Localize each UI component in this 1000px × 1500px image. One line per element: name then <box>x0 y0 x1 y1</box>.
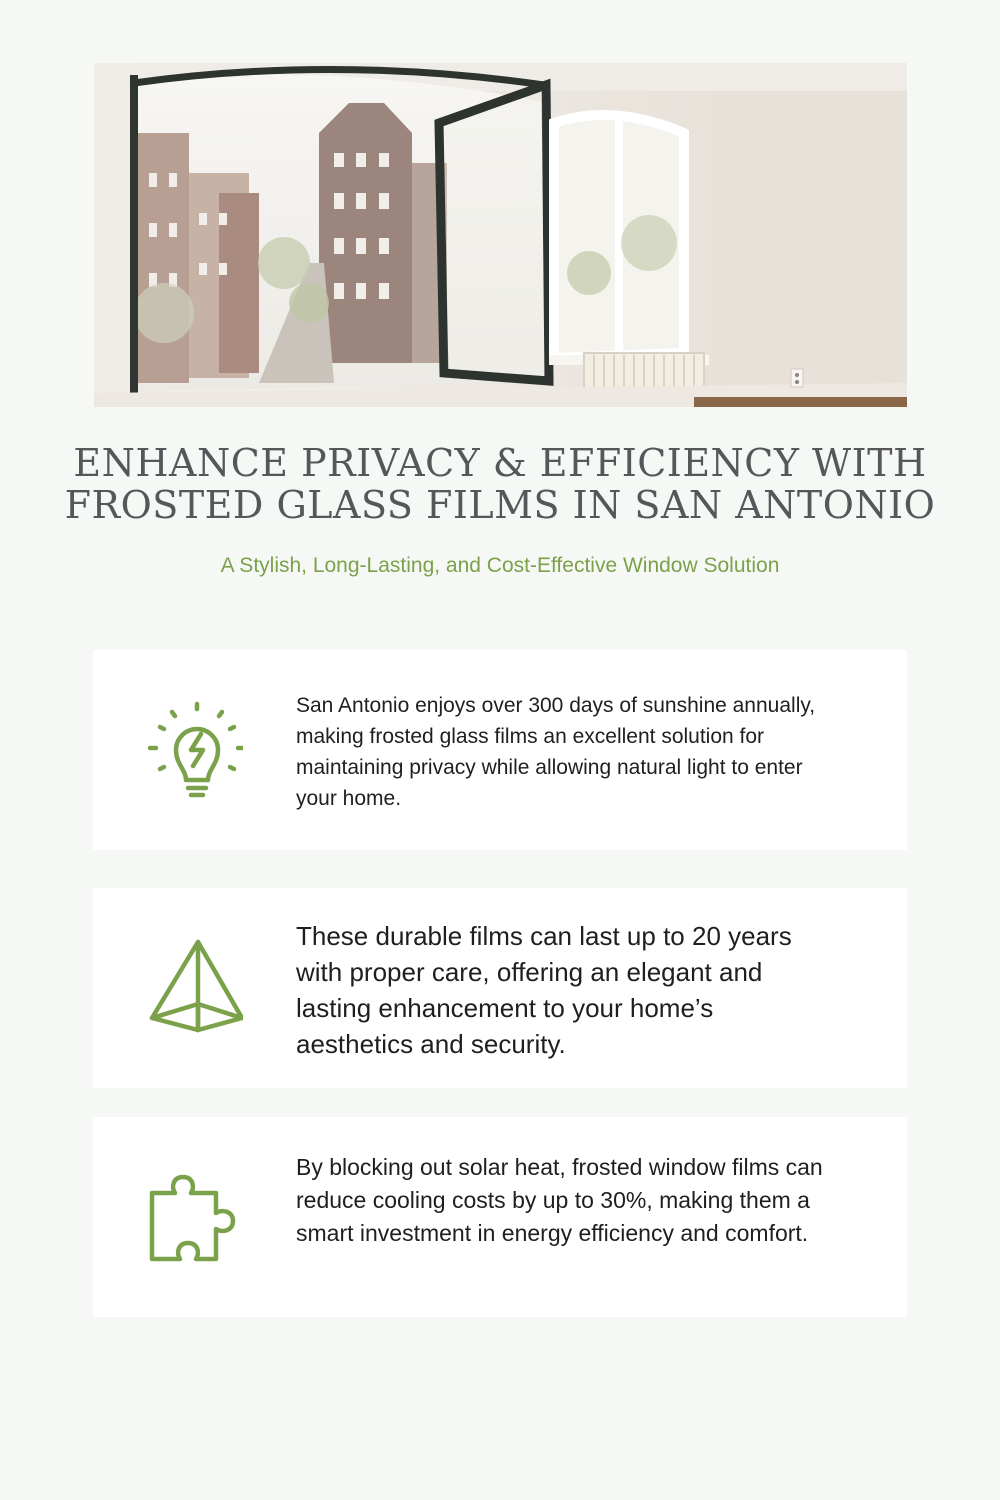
card-text: By blocking out solar heat, frosted window films can reduce cooling costs by up to 30%, making them a smart investment in energy efficiency and comfort. <box>296 1154 823 1246</box>
info-card-durability <box>93 888 907 1088</box>
pyramid-icon <box>143 938 243 1043</box>
puzzle-piece-icon <box>143 1167 243 1272</box>
card-text: These durable films can last up to 20 years with proper care, offering an elegant and lasting enhancement to your home’s aesthetics and security. <box>296 921 792 1059</box>
page-subtitle: A Stylish, Long-Lasting, and Cost-Effective Window Solution <box>220 554 780 577</box>
lightbulb-bolt-icon <box>143 700 243 805</box>
hero-image <box>94 63 907 407</box>
card-text: San Antonio enjoys over 300 days of sunshine annually, making frosted glass films an excellent solution for maintaining privacy while allowing natural light to enter your home. <box>296 694 816 810</box>
page-title: ENHANCE PRIVACY & EFFICIENCY WITH FROSTED GLASS FILMS IN SAN ANTONIO <box>64 441 936 527</box>
info-card-sunshine <box>93 650 907 850</box>
info-card-savings <box>93 1117 907 1317</box>
